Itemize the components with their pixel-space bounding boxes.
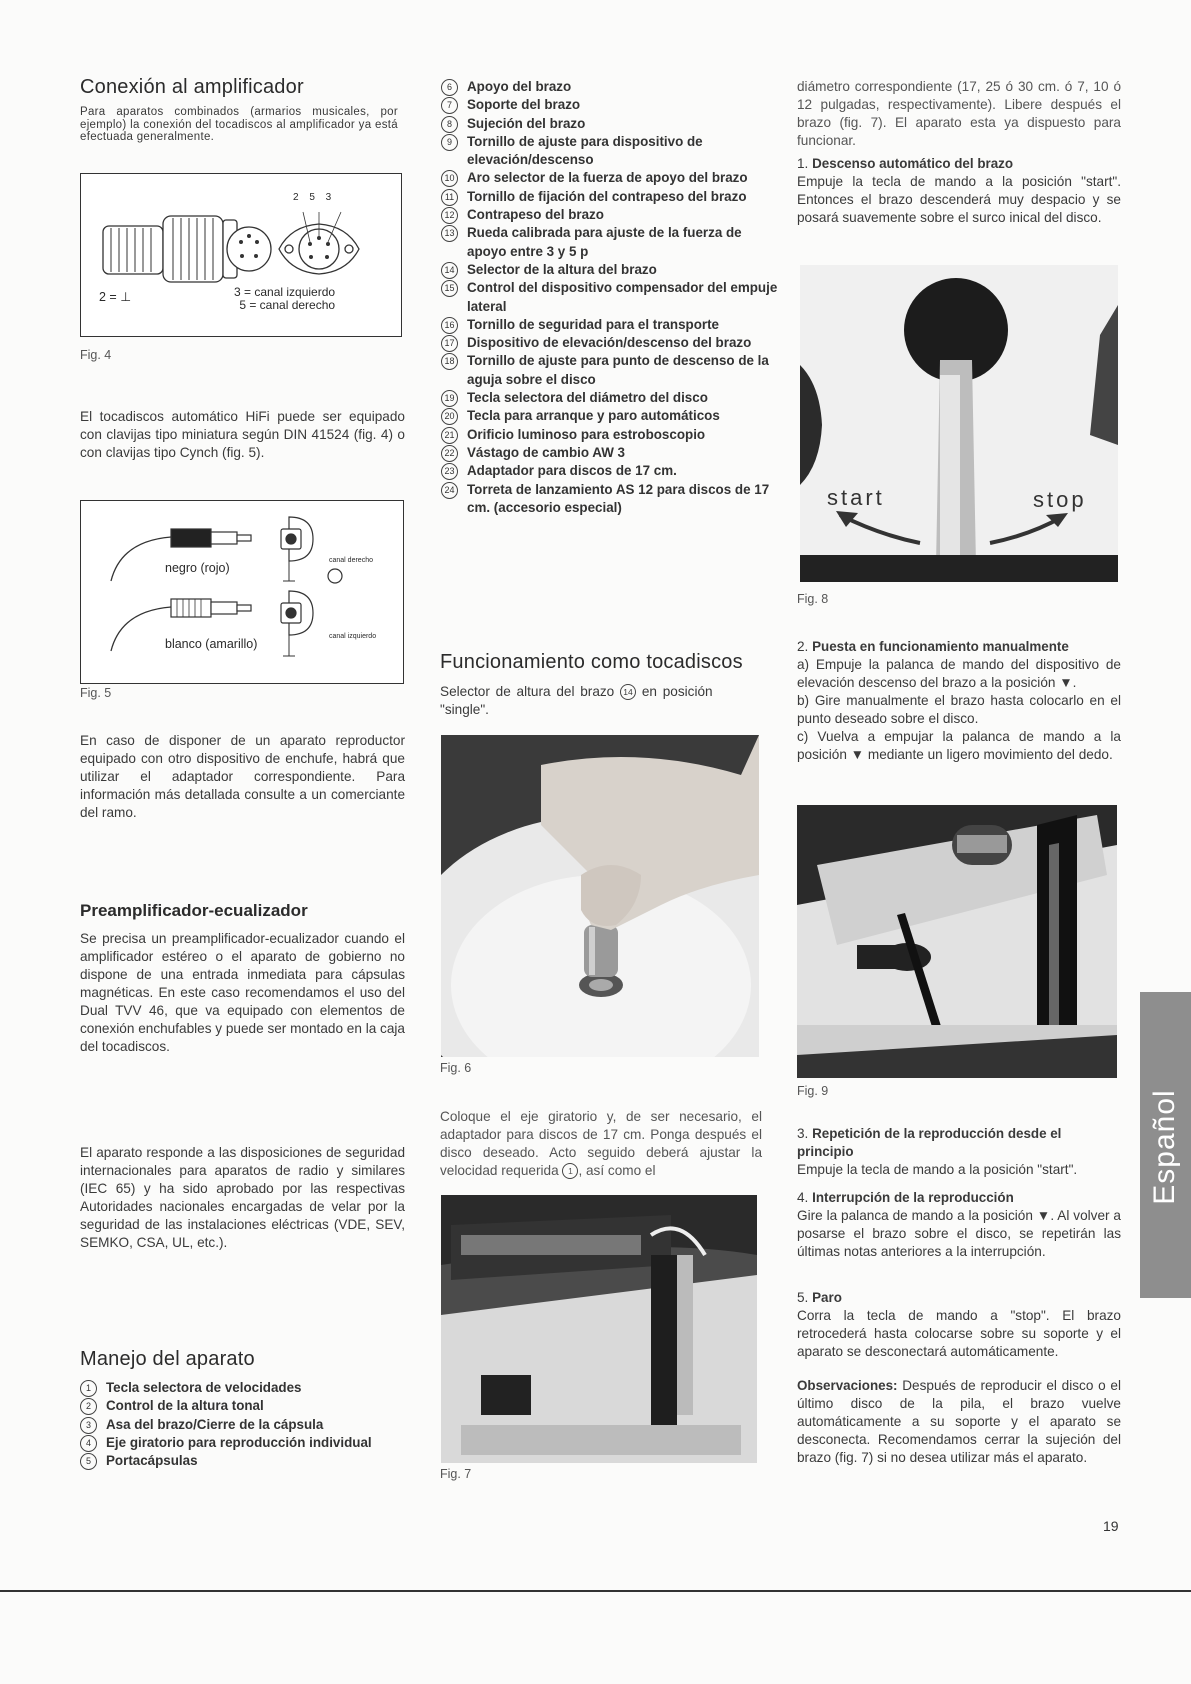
placement-paragraph: Coloque el eje giratorio y, de ser necesario, el adaptador para discos de 17 cm. Ponga después el disco deseado. Acto seguido deberá ajustar la velocidad requerida 1 , así como el bbox=[440, 1109, 762, 1178]
list-item: 16 Tornillo de seguridad para el transporte bbox=[441, 316, 781, 334]
list-item: 9 Tornillo de ajuste para dispositivo de elevación/descenso bbox=[441, 133, 781, 170]
list-item: 3 Asa del brazo/Cierre de la cápsula bbox=[80, 1416, 410, 1434]
left-channel-label: 3 = canal izquierdo bbox=[234, 285, 336, 299]
intro-text: Para aparatos combinados (armarios musicales, por ejemplo) la conexión del tocadiscos al amplificador ya está efectuada generalmente. bbox=[80, 106, 398, 143]
fig6-caption: Fig. 6 bbox=[440, 1061, 472, 1075]
page-number: 19 bbox=[1103, 1518, 1119, 1534]
list-item: 23 Adaptador para discos de 17 cm. bbox=[441, 462, 781, 480]
black-cable-label: negro (rojo) bbox=[165, 561, 230, 575]
step4-heading: 4. Interrupción de la reproducción bbox=[797, 1190, 1014, 1205]
list-item: 13 Rueda calibrada para ajuste de la fuerza de apoyo entre 3 y 5 p bbox=[441, 224, 781, 261]
step5-text: Corra la tecla de mando a "stop". El brazo retrocederá hasta colocarse sobre su soporte y el aparato se desconectará automáticamente. bbox=[797, 1308, 1121, 1359]
list-item: 1 Tecla selectora de velocidades bbox=[80, 1379, 410, 1397]
diameter-paragraph: diámetro correspondiente (17, 25 ó 30 cm. ó 7, 10 ó 12 pulgadas, respectivamente). Libere después el brazo (fig. 7). El aparato esta ya dispuesto para funcionar. bbox=[797, 79, 1121, 148]
list-item: 18 Tornillo de ajuste para punto de descenso de la aguja sobre el disco bbox=[441, 352, 781, 389]
step2-a: a) Empuje la palanca de mando del dispositivo de elevación descenso del brazo a la posición ▼. bbox=[797, 657, 1121, 690]
title-manejo: Manejo del aparato bbox=[80, 1348, 255, 1370]
list-item: 20 Tecla para arranque y paro automáticos bbox=[441, 407, 781, 425]
turntable-spindle-photo bbox=[441, 735, 759, 1057]
fig4-diagram bbox=[80, 173, 402, 337]
white-cable-label: blanco (amarillo) bbox=[165, 637, 258, 651]
cinch-connector-illustration bbox=[81, 501, 403, 683]
list-item: 4 Eje giratorio para reproducción individual bbox=[80, 1434, 410, 1452]
list-item: 5 Portacápsulas bbox=[80, 1452, 410, 1470]
right-channel-label: 5 = canal derecho bbox=[239, 298, 336, 312]
list-item: 8 Sujeción del brazo bbox=[441, 115, 781, 133]
list-item: 7 Soporte del brazo bbox=[441, 96, 781, 114]
start-stop-lever-photo bbox=[800, 265, 1118, 582]
list-item: 14 Selector de la altura del brazo bbox=[441, 261, 781, 279]
left-channel-label: canal izquierdo bbox=[329, 633, 377, 640]
start-label: start bbox=[827, 485, 885, 510]
list-item: 17 Dispositivo de elevación/descenso del brazo bbox=[441, 334, 781, 352]
ground-label: 2 = ⊥ bbox=[99, 290, 132, 304]
list-item: 2 Control de la altura tonal bbox=[80, 1397, 410, 1415]
title-conexion: Conexión al amplificador bbox=[80, 76, 304, 98]
list-item: 12 Contrapeso del brazo bbox=[441, 206, 781, 224]
adapter-paragraph: En caso de disponer de un aparato reproductor equipado con otro dispositivo de enchufe, habrá que utilizar el adaptador correspondiente. Para información más detallada consulte a un comerciante del ramo. bbox=[80, 733, 405, 820]
step1-text: Empuje la tecla de mando a la posición "start". Entonces el brazo descenderá muy despacio y se posará suavemente sobre el surco inical del disco. bbox=[797, 174, 1121, 225]
language-label: Español bbox=[1148, 1089, 1181, 1205]
step1-heading: 1. Descenso automático del brazo bbox=[797, 156, 1014, 171]
fig4-caption: Fig. 4 bbox=[80, 348, 112, 362]
right-channel-label: canal derecho bbox=[329, 557, 373, 564]
adjustment-screwdriver-photo bbox=[797, 805, 1117, 1078]
list-item: 22 Vástago de cambio AW 3 bbox=[441, 444, 781, 462]
fig7-photo bbox=[441, 1195, 757, 1463]
controls-list-2 bbox=[441, 78, 781, 517]
controls-list-1 bbox=[80, 1379, 410, 1470]
fig5-caption: Fig. 5 bbox=[80, 686, 112, 700]
list-item: 24 Torreta de lanzamiento AS 12 para discos de 17 cm. (accesorio especial) bbox=[441, 481, 781, 518]
safety-paragraph: El aparato responde a las disposiciones de seguridad internacionales para aparatos de radio y similares (IEC 65) y ha sido aprobado por las respectivas Autoridades nacionales encargadas de velar por la seguridad de las instalaciones eléctricas (VDE, SEV, SEMKO, CSA, UL, etc.). bbox=[80, 1145, 405, 1250]
step2-c: c) Vuelva a empujar la palanca de mando a la posición ▼ mediante un ligero movimiento del dedo. bbox=[797, 729, 1121, 762]
tonearm-lock-photo bbox=[441, 1195, 757, 1463]
fig8-photo bbox=[800, 265, 1118, 582]
channel-labels bbox=[234, 286, 335, 312]
list-item: 6 Apoyo del brazo bbox=[441, 78, 781, 96]
fig5-diagram bbox=[80, 500, 404, 684]
list-item: 21 Orificio luminoso para estroboscopio bbox=[441, 426, 781, 444]
fig9-photo bbox=[797, 805, 1117, 1078]
fig6-photo bbox=[441, 735, 759, 1057]
list-item: 19 Tecla selectora del diámetro del disco bbox=[441, 389, 781, 407]
title-preamplificador: Preamplificador-ecualizador bbox=[80, 901, 308, 920]
step4-text: Gire la palanca de mando a la posición ▼. Al volver a posarse el brazo sobre el disco, se repetirán las últimas notas anteriores a la interrupción. bbox=[797, 1208, 1121, 1259]
list-item: 11 Tornillo de fijación del contrapeso del brazo bbox=[441, 188, 781, 206]
ref-number: 1 bbox=[562, 1163, 578, 1179]
preamp-paragraph: Se precisa un preamplificador-ecualizador cuando el amplificador estéreo o el aparato de gobierno no dispone de una entrada inmediata para cápsulas magnéticas. En este caso recomendamos el uso del Dual TVV 46, que va equipado con elementos de conexión enchufables y puede ser montado en la caja del tocadiscos. bbox=[80, 931, 405, 1054]
observations-paragraph: Observaciones: Después de reproducir el disco o el último disco de la pila, el brazo vuelve automáticamente a su soporte y el aparato se desconecta. Recomendamos cerrar la sujeción del brazo (fig. 7) si no desea utilizar más el aparato. bbox=[797, 1378, 1121, 1465]
fig7-caption: Fig. 7 bbox=[440, 1467, 472, 1481]
list-item: 15 Control del dispositivo compensador del empuje lateral bbox=[441, 279, 781, 316]
pin-numbers: 2 5 3 bbox=[293, 192, 333, 203]
list-item: 10 Aro selector de la fuerza de apoyo del brazo bbox=[441, 169, 781, 187]
step5-heading: 5. Paro bbox=[797, 1290, 842, 1305]
fig8-caption: Fig. 8 bbox=[797, 592, 829, 606]
fig9-caption: Fig. 9 bbox=[797, 1084, 829, 1098]
hifi-paragraph: El tocadiscos automático HiFi puede ser equipado con clavijas tipo miniatura según DIN 41524 (fig. 4) o con clavijas tipo Cynch (fig. 5). bbox=[80, 409, 405, 460]
ref-number: 14 bbox=[620, 684, 636, 700]
step3-heading: 3. Repetición de la reproducción desde el principio bbox=[797, 1126, 1062, 1159]
stop-label: stop bbox=[1033, 487, 1087, 512]
step3-text: Empuje la tecla de mando a la posición "start". bbox=[797, 1162, 1078, 1177]
title-funcionamiento: Funcionamiento como tocadiscos bbox=[440, 651, 743, 673]
language-side-tab bbox=[1140, 992, 1191, 1298]
step2-b: b) Gire manualmente el brazo hasta colocarlo en el punto deseado sobre el disco. bbox=[797, 693, 1121, 726]
step2-heading: 2. Puesta en funcionamiento manualmente bbox=[797, 639, 1069, 654]
bottom-rule bbox=[0, 1590, 1191, 1592]
selector-paragraph: Selector de altura del brazo 14 en posición "single". bbox=[440, 684, 713, 717]
